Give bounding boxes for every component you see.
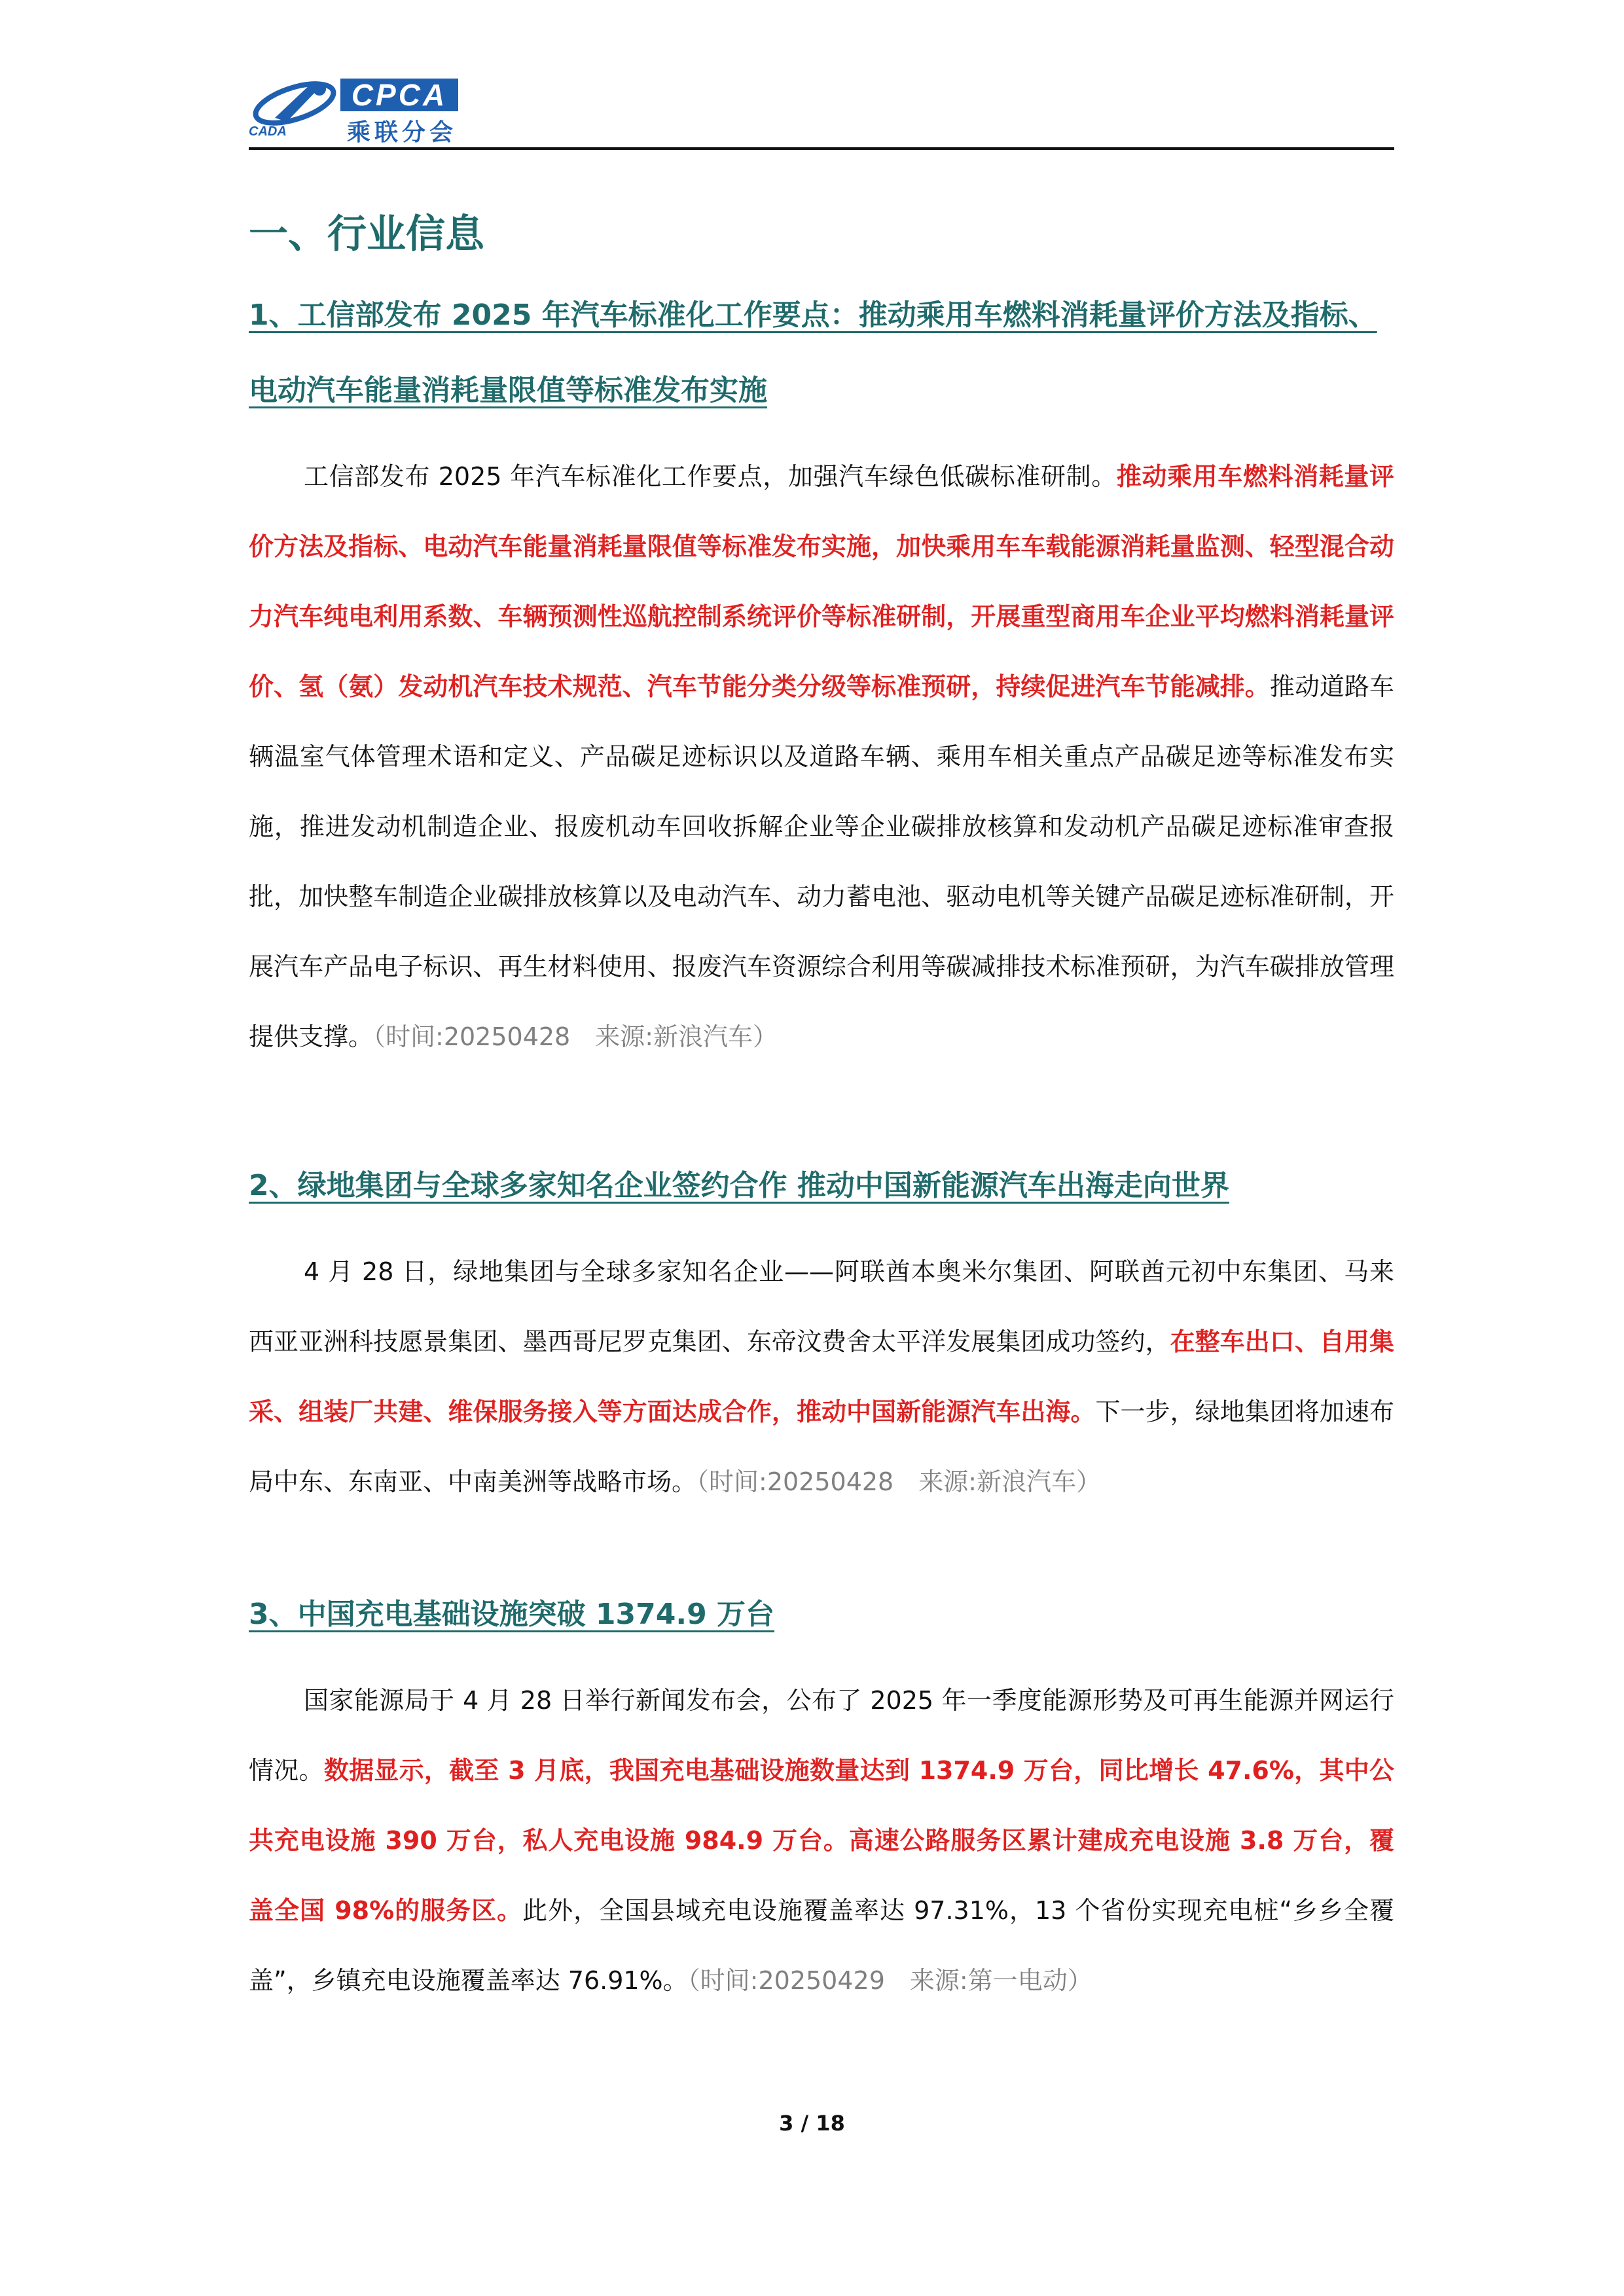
article-1-source: （时间:20250428 来源:新浪汽车） (373, 1022, 778, 1051)
logo-subtitle: 乘联分会 (347, 119, 458, 146)
logo-small-text: CADA (249, 124, 287, 139)
article-3-source: （时间:20250429 来源:第一电动） (687, 1966, 1092, 1995)
article-3-title: 3、中国充电基础设施突破 1374.9 万台 (249, 1598, 775, 1631)
header-divider (249, 147, 1394, 150)
article-1-text-2: 推动道路车辆温室气体管理术语和定义、产品碳足迹标识以及道路车辆、乘用车相关重点产品碳足迹等标准发布实施，推进发动机制造企业、报废机动车回收拆解企业等企业碳排放核算和发动机产品碳足迹标准审查报批，加快整车制造企业碳排放核算以及电动汽车、动力蓄电池、驱动电机等关键产品碳足迹标准研制，开展汽车产品电子标识、再生材料使用、报废汽车资源综合利用等碳减排技术标准预研，为汽车碳排放管理提供支撑。 (249, 672, 1394, 1051)
article-2-highlight: 在整车出口、自用集采、组装厂共建、维保服务接入等方面达成合作，推动中国新能源汽车出海。 (249, 1327, 1394, 1426)
article-3-text-1: 国家能源局于 4 月 28 日举行新闻发布会，公布了 2025 年一季度能源形势及可再生能源并网运行情况。 (249, 1686, 1394, 1785)
article-1-text-1: 工信部发布 2025 年汽车标准化工作要点，加强汽车绿色低碳标准研制。 (304, 462, 1117, 491)
article-2-text-2: 下一步，绿地集团将加速布局中东、东南亚、中南美洲等战略市场。 (249, 1397, 1394, 1496)
page-header (249, 72, 1394, 151)
article-3-body (249, 1666, 1394, 2016)
article-1-highlight: 推动乘用车燃料消耗量评价方法及指标、电动汽车能量消耗量限值等标准发布实施，加快乘用车车载能源消耗量监测、轻型混合动力汽车纯电利用系数、车辆预测性巡航控制系统评价等标准研制，开展重型商用车企业平均燃料消耗量评价、氢（氨）发动机汽车技术规范、汽车节能分类分级等标准预研，持续促进汽车节能减排。 (249, 462, 1394, 701)
article-2-text-1: 4 月 28 日，绿地集团与全球多家知名企业——阿联酋本奥米尔集团、阿联酋元初中东集团、马来西亚亚洲科技愿景集团、墨西哥尼罗克集团、东帝汶费舍太平洋发展集团成功签约， (249, 1257, 1394, 1356)
article-2-title: 2、绿地集团与全球多家知名企业签约合作 推动中国新能源汽车出海走向世界 (249, 1169, 1229, 1202)
logo-mark: CPCA (340, 79, 458, 111)
article-3-highlight: 数据显示，截至 3 月底，我国充电基础设施数量达到 1374.9 万台，同比增长 47.6%，其中公共充电设施 390 万台，私人充电设施 984.9 万台。高速公路服务区累计建成充电设施 3.8 万台，覆盖全国 98%的服务区。 (249, 1756, 1394, 1925)
article-1-title-line-2: 电动汽车能量消耗量限值等标准发布实施 (249, 374, 767, 407)
article-2-body (249, 1237, 1394, 1517)
article-1-title-line-1: 1、工信部发布 2025 年汽车标准化工作要点：推动乘用车燃料消耗量评价方法及指标、 (249, 298, 1377, 332)
article-1-body (249, 442, 1394, 1072)
article-2-source: （时间:20250428 来源:新浪汽车） (696, 1467, 1102, 1496)
cpca-logo (249, 72, 484, 144)
section-title: 一、行业信息 (249, 211, 484, 257)
article-3-text-2: 此外，全国县域充电设施覆盖率达 97.31%，13 个省份实现充电桩“乡乡全覆盖”，乡镇充电设施覆盖率达 76.91%。 (249, 1896, 1394, 1995)
page-number: 3 / 18 (779, 2111, 845, 2136)
